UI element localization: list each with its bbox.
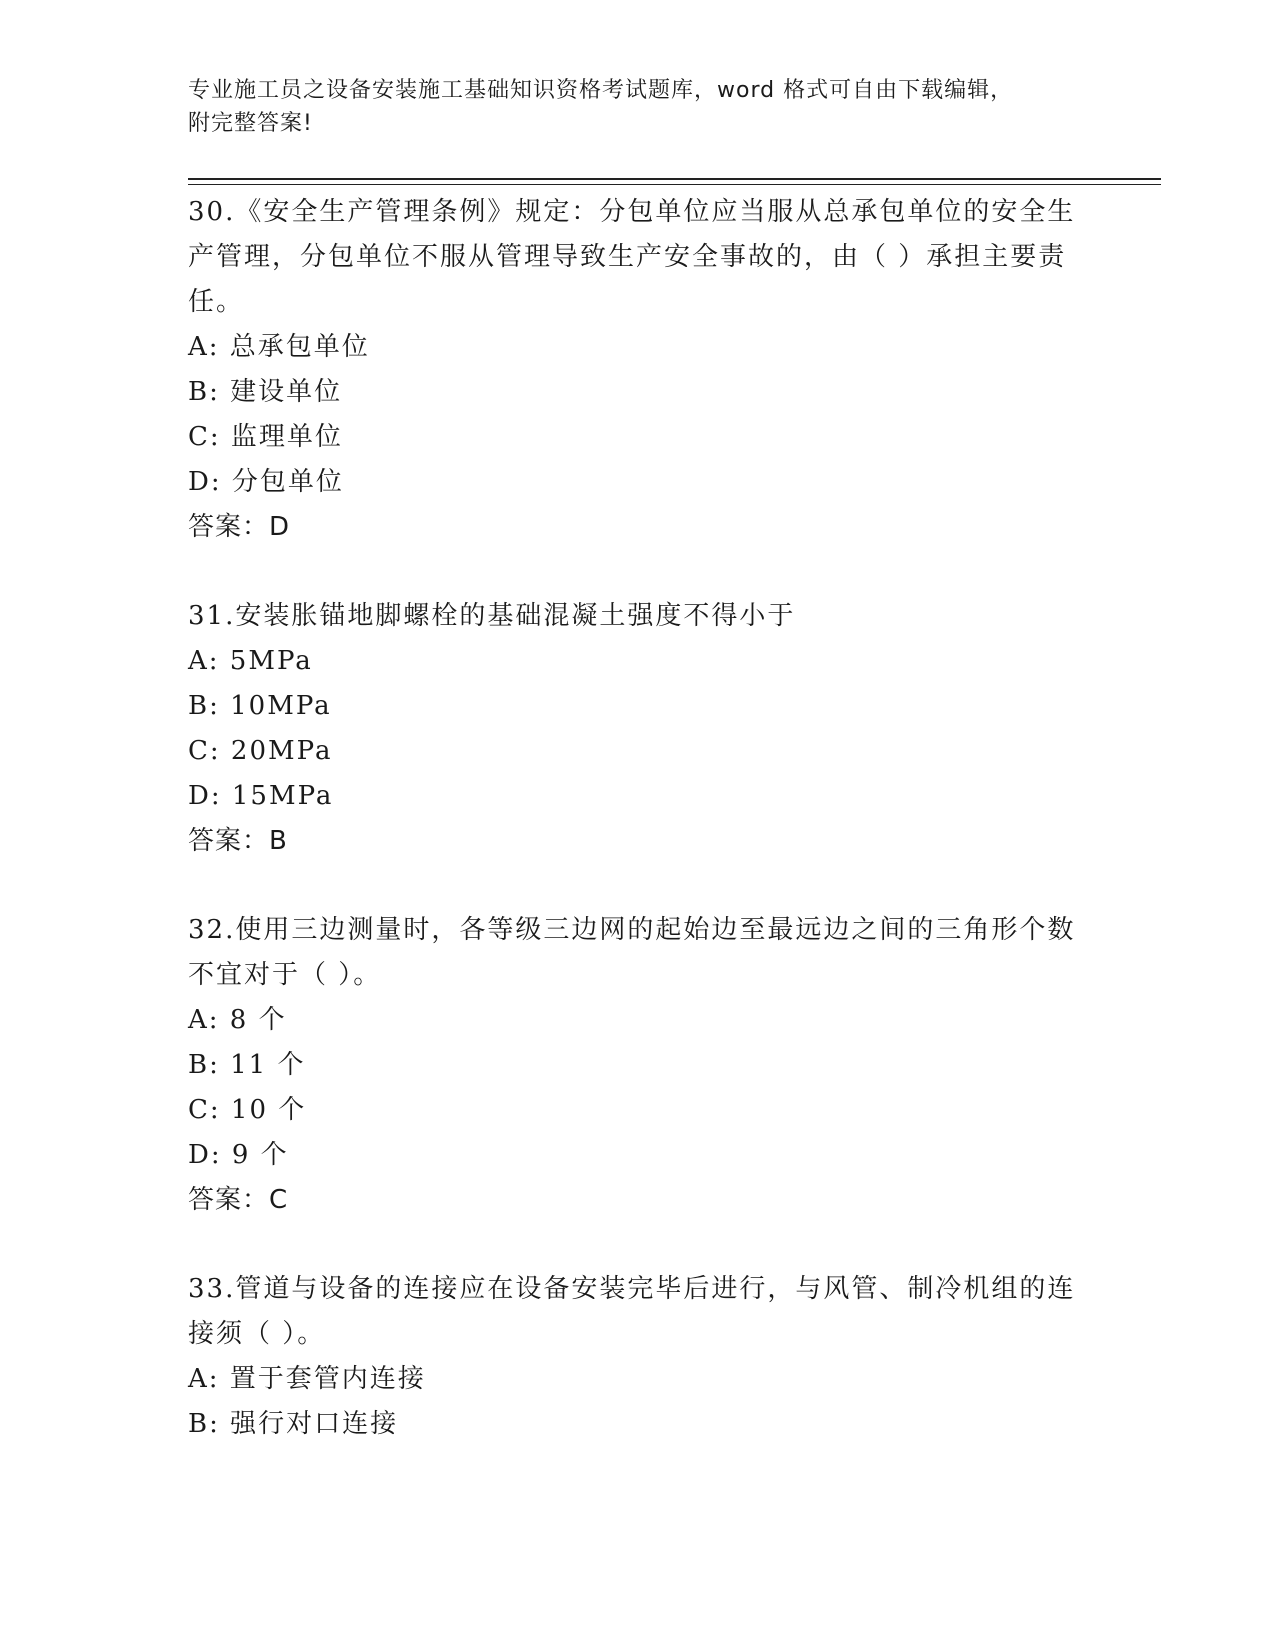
option-a: A: 置于套管内连接 bbox=[188, 1364, 426, 1394]
option-c: C: 10 个 bbox=[188, 1095, 307, 1125]
option-d: D: 分包单位 bbox=[188, 467, 344, 497]
option-a: A: 总承包单位 bbox=[188, 332, 370, 362]
option-c: C: 20MPa bbox=[188, 736, 333, 766]
header-divider-thin bbox=[188, 184, 1161, 185]
header-line-2: 附完整答案! bbox=[188, 111, 313, 136]
option-b: B: 10MPa bbox=[188, 691, 332, 721]
option-b: B: 强行对口连接 bbox=[188, 1409, 399, 1439]
option-a: A: 5MPa bbox=[188, 646, 313, 676]
header-divider-thick bbox=[188, 178, 1161, 180]
option-a: A: 8 个 bbox=[188, 1005, 287, 1035]
question-stem: 33.管道与设备的连接应在设备安装完毕后进行，与风管、制冷机组的连接须（ ）。 bbox=[188, 1274, 1076, 1349]
answer-label: 答案：D bbox=[188, 512, 291, 542]
document-header bbox=[188, 74, 1068, 140]
answer-label: 答案：B bbox=[188, 826, 288, 856]
option-b: B: 建设单位 bbox=[188, 377, 343, 407]
question-33 bbox=[188, 1267, 1088, 1447]
option-d: D: 9 个 bbox=[188, 1140, 289, 1170]
option-b: B: 11 个 bbox=[188, 1050, 306, 1080]
question-30 bbox=[188, 190, 1088, 550]
option-d: D: 15MPa bbox=[188, 781, 334, 811]
answer-label: 答案：C bbox=[188, 1185, 289, 1215]
question-list bbox=[188, 190, 1088, 1491]
header-line-1: 专业施工员之设备安装施工基础知识资格考试题库，word 格式可自由下载编辑， bbox=[188, 78, 1014, 103]
question-31 bbox=[188, 594, 1088, 864]
question-stem: 31.安装胀锚地脚螺栓的基础混凝土强度不得小于 bbox=[188, 601, 796, 631]
option-c: C: 监理单位 bbox=[188, 422, 343, 452]
question-32 bbox=[188, 908, 1088, 1223]
question-stem: 30.《安全生产管理条例》规定：分包单位应当服从总承包单位的安全生产管理，分包单位不服从管理导致生产安全事故的，由（ ）承担主要责任。 bbox=[188, 197, 1076, 317]
question-stem: 32.使用三边测量时，各等级三边网的起始边至最远边之间的三角形个数不宜对于（ ）。 bbox=[188, 915, 1076, 990]
